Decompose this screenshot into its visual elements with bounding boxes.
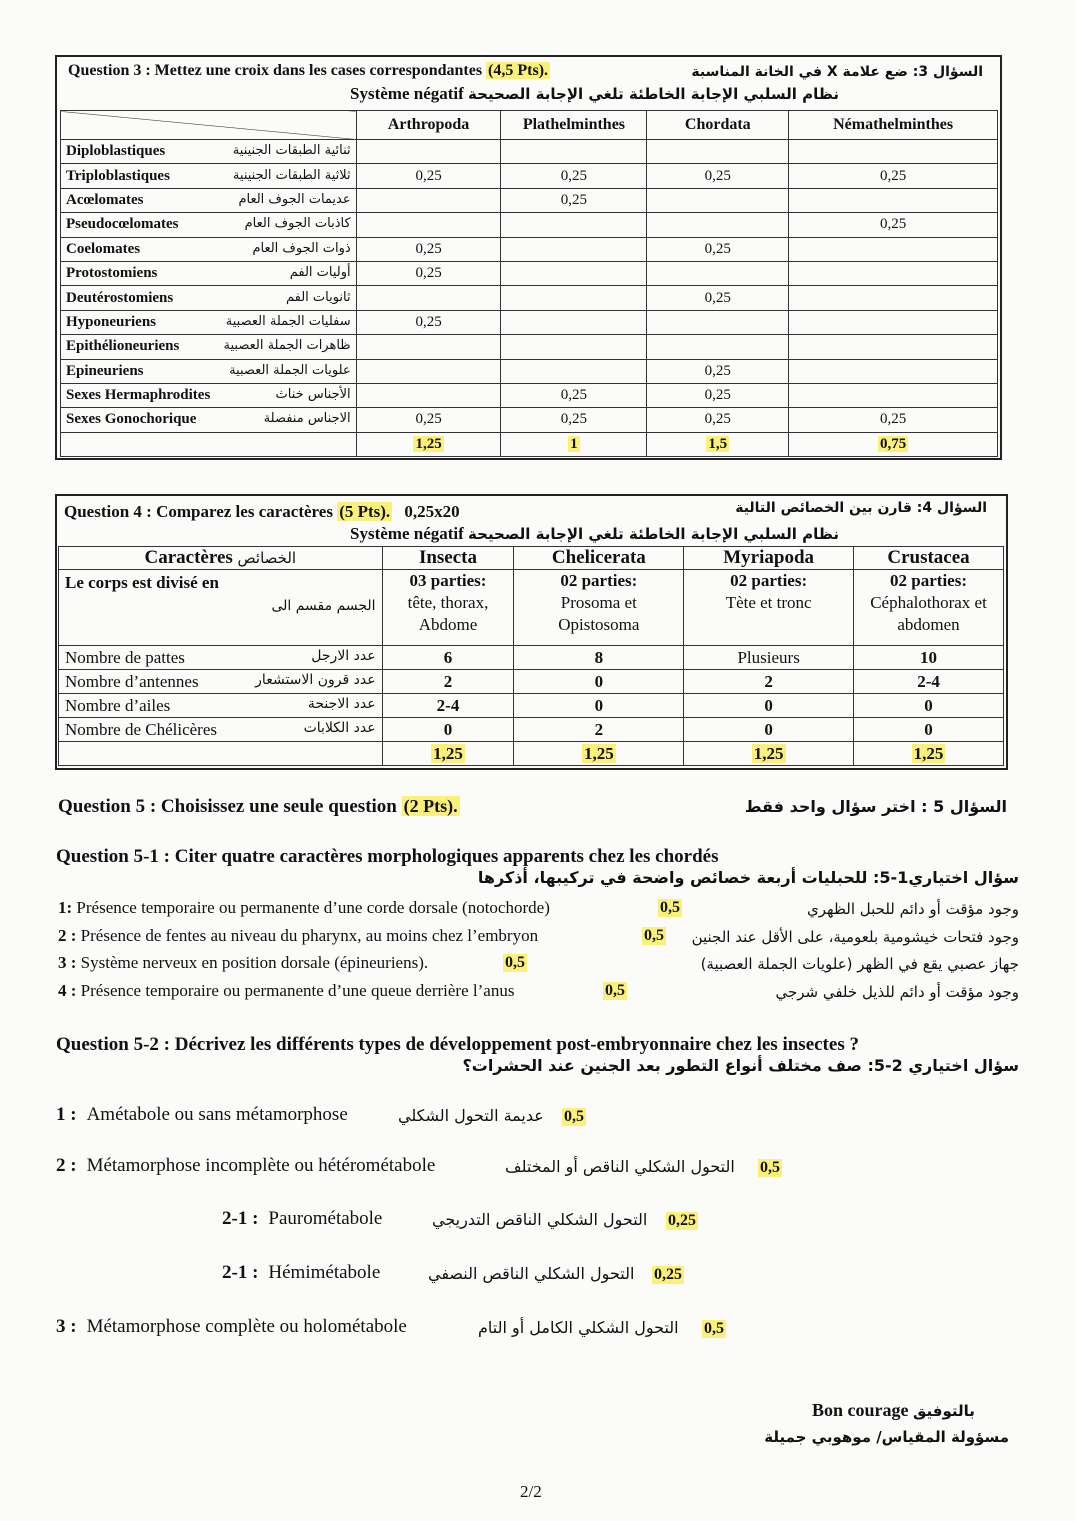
q3-cell bbox=[789, 188, 998, 212]
q51-title-ar: سؤال اختياري1-5: للحبليات أربعة خصائص واضحة في تركيبها، أذكرها bbox=[477, 868, 1019, 887]
q4-row bbox=[59, 646, 1004, 670]
q3-cell: 0,25 bbox=[501, 188, 647, 212]
q52-answer-points: 0,5 bbox=[564, 1108, 584, 1125]
q52-answer-points: 0,5 bbox=[704, 1320, 724, 1337]
q4-totals-label bbox=[59, 742, 383, 766]
q51-answer-number: 2 : bbox=[58, 926, 77, 945]
q3-cell bbox=[789, 140, 998, 164]
q3-row-label bbox=[61, 237, 357, 261]
q52-answer-ar: عديمة التحول الشكلي bbox=[398, 1106, 544, 1125]
q4-cell: 0 bbox=[854, 694, 1004, 718]
q4-title: Question 4 : Comparez les caractères (5 Pts). 0,25x20 bbox=[64, 502, 460, 521]
q3-cell bbox=[501, 140, 647, 164]
q3-row-label-fr: Triploblastiques bbox=[66, 167, 170, 184]
q52-answer bbox=[222, 1208, 382, 1230]
q52-answer-text: Paurométabole bbox=[268, 1208, 383, 1229]
q3-cell: 0,25 bbox=[647, 359, 789, 383]
q4-cell: 2-4 bbox=[854, 670, 1004, 694]
q3-row-label bbox=[61, 140, 357, 164]
q52-answer bbox=[56, 1316, 407, 1338]
q52-answer-number: 2 : bbox=[56, 1155, 77, 1176]
q4-row-label-ar: عدد الارجل bbox=[311, 647, 376, 664]
q3-row bbox=[61, 140, 998, 164]
q51-answer-points: 0,5 bbox=[660, 899, 680, 916]
q3-row-label-ar: ثنائية الطبقات الجنينية bbox=[232, 143, 351, 159]
q4-row-label bbox=[59, 670, 383, 694]
q52-answer-ar: التحول الشكلي الناقص التدريجي bbox=[432, 1210, 648, 1229]
q52-answer-number: 3 : bbox=[56, 1316, 77, 1337]
q3-row-label-ar: ثلاثية الطبقات الجنينية bbox=[232, 167, 351, 183]
q3-cell bbox=[647, 261, 789, 285]
q3-total: 1 bbox=[570, 435, 578, 452]
q3-cell bbox=[356, 213, 501, 237]
q3-row-label-ar: كاذبات الجوف العام bbox=[244, 216, 351, 232]
q3-row-label bbox=[61, 408, 357, 432]
q4-body-cell: 02 parties: Tète et tronc bbox=[684, 570, 854, 646]
q4-total-cell bbox=[854, 742, 1004, 766]
q51-answer-ar: وجود مؤقت أو دائم للذيل خلفي شرجي bbox=[775, 983, 1019, 1001]
q3-row-label bbox=[61, 359, 357, 383]
q4-row-label-fr: Nombre de pattes bbox=[65, 647, 185, 667]
q3-cell: 0,25 bbox=[356, 237, 501, 261]
q4-row-label-ar: عدد قرون الاستشعار bbox=[255, 671, 376, 688]
q52-answer-ar: التحول الشكلي الكامل أو التام bbox=[478, 1318, 679, 1337]
q4-body-label-ar: الجسم مقسم الى bbox=[271, 597, 376, 614]
q52-title-ar: سؤال اختياري 2-5: صف مختلف أنواع التطور بعد الجنين عند الحشرات؟ bbox=[462, 1056, 1019, 1075]
q3-cell bbox=[501, 359, 647, 383]
q3-cell: 0,25 bbox=[789, 164, 998, 188]
q51-answer-ar: جهاز عصبي يقع في الظهر (علويات الجملة العصبية) bbox=[700, 955, 1019, 973]
q3-cell bbox=[501, 237, 647, 261]
q52-answer-text: Métamorphose complète ou holométabole bbox=[86, 1316, 407, 1337]
q3-cell bbox=[501, 335, 647, 359]
q3-row-label-fr: Epithélioneuriens bbox=[66, 338, 180, 355]
q3-row-label bbox=[61, 310, 357, 334]
footer-responsible: مسؤولة المقياس/ موهوبي جميلة bbox=[764, 1428, 1009, 1446]
q4-cell: 0 bbox=[684, 694, 854, 718]
q51-answer-text: Présence temporaire ou permanente d’une queue derrière l’anus bbox=[80, 981, 515, 1000]
q4-row-label-fr: Nombre d’antennes bbox=[65, 671, 199, 691]
q4-cell: 2 bbox=[514, 718, 684, 742]
q3-row-label-fr: Epineuriens bbox=[66, 362, 144, 379]
q5-title-ar: السؤال 5 : اختر سؤال واحد فقط bbox=[744, 797, 1007, 816]
q52-answer-number: 1 : bbox=[56, 1104, 77, 1125]
q51-answer-text: Présence de fentes au niveau du pharynx, au moins chez l’embryon bbox=[80, 926, 539, 945]
q4-cell: 0 bbox=[854, 718, 1004, 742]
q3-cell: 0,25 bbox=[789, 408, 998, 432]
q3-total-cell bbox=[356, 432, 501, 456]
q3-row-label-ar: ثانويات الفم bbox=[285, 289, 351, 305]
q3-cell bbox=[789, 286, 998, 310]
q3-row bbox=[61, 359, 998, 383]
q4-cell: 0 bbox=[514, 694, 684, 718]
q4-row bbox=[59, 718, 1004, 742]
q4-row bbox=[59, 670, 1004, 694]
q4-col-header: Chelicerata bbox=[514, 547, 684, 570]
q4-total: 1,25 bbox=[913, 743, 944, 763]
q3-row-label-fr: Coelomates bbox=[66, 240, 141, 257]
q3-cell bbox=[647, 188, 789, 212]
q52-answer bbox=[222, 1262, 380, 1284]
q3-row-label bbox=[61, 335, 357, 359]
q3-total-cell bbox=[501, 432, 647, 456]
q3-row-label-ar: الأجناس خناث bbox=[275, 387, 351, 403]
q3-row bbox=[61, 310, 998, 334]
q3-total: 1,25 bbox=[415, 435, 442, 452]
q3-cell bbox=[356, 286, 501, 310]
q4-col-header: Myriapoda bbox=[684, 547, 854, 570]
q4-title-ar: السؤال 4: قارن بين الخصائص التالية bbox=[735, 500, 987, 516]
q3-row-label-ar: ذوات الجوف العام bbox=[252, 240, 351, 256]
q4-total: 1,25 bbox=[433, 743, 463, 763]
q4-row-label-ar: عدد الاجنحة bbox=[307, 695, 376, 712]
q3-row-label-ar: عديمات الجوف العام bbox=[238, 191, 351, 207]
q3-cell: 0,25 bbox=[501, 383, 647, 407]
q3-col-header: Chordata bbox=[647, 111, 789, 140]
q4-cell: Plusieurs bbox=[684, 646, 854, 670]
q51-answer-number: 3 : bbox=[58, 953, 77, 972]
q3-row-label bbox=[61, 188, 357, 212]
q3-row-label-fr: Deutérostomiens bbox=[66, 289, 174, 306]
q3-row bbox=[61, 286, 998, 310]
q3-cell bbox=[501, 213, 647, 237]
q4-col-header: Crustacea bbox=[854, 547, 1004, 570]
q4-body-cell: 03 parties: tête, thorax, Abdome bbox=[382, 570, 514, 646]
q3-row-label bbox=[61, 261, 357, 285]
q3-cell bbox=[789, 335, 998, 359]
q52-answer-text: Amétabole ou sans métamorphose bbox=[86, 1104, 348, 1125]
q4-system: Système négatif نظام السلبي الإجابة الخاطئة تلغي الإجابة الصحيحة bbox=[350, 524, 840, 543]
q52-answer-number: 2-1 : bbox=[222, 1208, 259, 1229]
q3-totals-label bbox=[61, 432, 357, 456]
q3-row-label-ar: الاجناس منفصلة bbox=[263, 411, 351, 427]
q51-answer bbox=[58, 926, 538, 946]
q51-answer-text: Présence temporaire ou permanente d’une corde dorsale (notochorde) bbox=[76, 898, 550, 917]
q3-cell bbox=[356, 359, 501, 383]
q51-answer-points: 0,5 bbox=[505, 954, 525, 971]
q3-system: Système négatif نظام السلبي الإجابة الخاطئة تلغي الإجابة الصحيحة bbox=[350, 84, 840, 103]
q4-totals-row bbox=[59, 742, 1004, 766]
q51-answer-points: 0,5 bbox=[605, 982, 625, 999]
q4-cell: 0 bbox=[514, 670, 684, 694]
q3-cell bbox=[789, 310, 998, 334]
q4-cell: 0 bbox=[684, 718, 854, 742]
q3-row bbox=[61, 213, 998, 237]
q3-cell bbox=[647, 310, 789, 334]
q3-row-label-ar: علويات الجملة العصبية bbox=[229, 362, 351, 378]
q52-answer bbox=[56, 1104, 348, 1126]
q3-cell: 0,25 bbox=[647, 237, 789, 261]
q52-answer-points: 0,5 bbox=[760, 1159, 780, 1176]
q4-cell: 2 bbox=[684, 670, 854, 694]
footer-bon-courage: Bon courage بالتوفيق bbox=[812, 1400, 975, 1420]
q3-cell bbox=[789, 237, 998, 261]
q3-total-cell bbox=[647, 432, 789, 456]
q4-table bbox=[58, 546, 1004, 766]
q52-title: Question 5-2 : Décrivez les différents types de développement post-embryonnaire chez les insectes ? bbox=[56, 1034, 859, 1055]
q4-row-label bbox=[59, 718, 383, 742]
q3-row-label bbox=[61, 164, 357, 188]
q3-cell: 0,25 bbox=[356, 164, 501, 188]
q3-row-label-fr: Hyponeuriens bbox=[66, 313, 157, 330]
q3-row bbox=[61, 383, 998, 407]
q3-row-label-fr: Pseudocœlomates bbox=[66, 216, 179, 233]
q3-row bbox=[61, 237, 998, 261]
q4-col-header: Insecta bbox=[382, 547, 514, 570]
q3-totals-row bbox=[61, 432, 998, 456]
q3-row-label-ar: سفليات الجملة العصبية bbox=[225, 313, 351, 329]
q51-answer-ar: وجود مؤقت أو دائم للحبل الظهري bbox=[807, 900, 1019, 918]
q3-table bbox=[60, 110, 998, 457]
q4-cell: 2 bbox=[382, 670, 514, 694]
q3-row-label-fr: Acœlomates bbox=[66, 191, 144, 208]
q4-total-cell bbox=[514, 742, 684, 766]
q3-cell: 0,25 bbox=[356, 310, 501, 334]
q3-row bbox=[61, 335, 998, 359]
q3-col-header: Némathelminthes bbox=[789, 111, 998, 140]
q4-cell: 0 bbox=[382, 718, 514, 742]
q3-row-label-ar: ظاهرات الجملة العصبية bbox=[223, 338, 351, 354]
q4-row-label-fr: Nombre de Chélicères bbox=[65, 719, 217, 739]
q52-answer-text: Hémimétabole bbox=[268, 1262, 381, 1283]
q4-body-cell: 02 parties: Prosoma et Opistosoma bbox=[514, 570, 684, 646]
q52-answer-number: 2-1 : bbox=[222, 1262, 259, 1283]
q3-cell bbox=[356, 188, 501, 212]
q3-row bbox=[61, 408, 998, 432]
q52-answer-ar: التحول الشكلي الناقص النصفي bbox=[428, 1264, 635, 1283]
q51-answer bbox=[58, 953, 428, 973]
q4-row-label bbox=[59, 646, 383, 670]
q4-col-header: Caractères الخصائص bbox=[59, 547, 383, 570]
q51-answer-number: 4 : bbox=[58, 981, 77, 1000]
q3-col-header: Plathelminthes bbox=[501, 111, 647, 140]
q3-row-label-fr: Protostomiens bbox=[66, 265, 158, 282]
q3-cell: 0,25 bbox=[789, 213, 998, 237]
q3-cell bbox=[356, 140, 501, 164]
q3-cell: 0,25 bbox=[356, 261, 501, 285]
q3-title: Question 3 : Mettez une croix dans les cases correspondantes (4,5 Pts). bbox=[68, 62, 549, 79]
q3-cell: 0,25 bbox=[647, 286, 789, 310]
q4-cell: 8 bbox=[514, 646, 684, 670]
q4-body-label-cell bbox=[59, 570, 383, 646]
q3-cell bbox=[789, 261, 998, 285]
q52-answer-ar: التحول الشكلي الناقص أو المختلف bbox=[505, 1157, 735, 1176]
q3-row-label bbox=[61, 213, 357, 237]
q4-body-cell: 02 parties: Céphalothorax et abdomen bbox=[854, 570, 1004, 646]
q3-corner-cell bbox=[61, 111, 357, 140]
q51-answer bbox=[58, 981, 514, 1001]
q3-row-label-ar: أوليات الفم bbox=[289, 265, 351, 281]
q4-total: 1,25 bbox=[583, 743, 614, 763]
q3-cell bbox=[789, 383, 998, 407]
q3-cell bbox=[501, 310, 647, 334]
q3-cell bbox=[356, 335, 501, 359]
q3-cell bbox=[501, 286, 647, 310]
q51-answer-number: 1: bbox=[58, 898, 73, 917]
q3-col-header: Arthropoda bbox=[356, 111, 501, 140]
q52-answer bbox=[56, 1155, 435, 1177]
q4-row-label-ar: عدد الكلابات bbox=[303, 719, 376, 736]
q3-cell: 0,25 bbox=[501, 164, 647, 188]
q51-answer-text: Système nerveux en position dorsale (épineuriens). bbox=[80, 953, 429, 972]
q3-total-cell bbox=[789, 432, 998, 456]
q3-row-label bbox=[61, 383, 357, 407]
q4-row bbox=[59, 694, 1004, 718]
q51-answer bbox=[58, 898, 550, 918]
q51-answer-ar: وجود فتحات خيشومية بلعومية، على الأقل عند الجنين bbox=[691, 928, 1019, 946]
q3-title-ar: السؤال 3: ضع علامة X في الخانة المناسبة bbox=[691, 64, 983, 80]
q3-cell bbox=[647, 335, 789, 359]
q3-cell bbox=[647, 213, 789, 237]
q3-row-label-fr: Sexes Hermaphrodites bbox=[66, 387, 211, 404]
q52-answer-points: 0,25 bbox=[654, 1266, 682, 1283]
q3-row-label-fr: Sexes Gonochorique bbox=[66, 411, 197, 428]
q4-row-label bbox=[59, 694, 383, 718]
q4-total: 1,25 bbox=[753, 743, 784, 763]
q3-cell: 0,25 bbox=[647, 383, 789, 407]
q4-total-cell bbox=[382, 742, 514, 766]
q52-answer-points: 0,25 bbox=[668, 1212, 696, 1229]
q51-title: Question 5-1 : Citer quatre caractères morphologiques apparents chez les chordés bbox=[56, 846, 719, 867]
q51-answer-points: 0,5 bbox=[644, 927, 664, 944]
q3-cell: 0,25 bbox=[647, 164, 789, 188]
page-number: 2/2 bbox=[520, 1482, 542, 1501]
q52-answer-text: Métamorphose incomplète ou hétérométabole bbox=[86, 1155, 436, 1176]
q3-cell bbox=[501, 261, 647, 285]
q3-row bbox=[61, 188, 998, 212]
q3-cell bbox=[647, 140, 789, 164]
q3-row-label-fr: Diploblastiques bbox=[66, 143, 166, 160]
q4-row-label-fr: Nombre d’ailes bbox=[65, 695, 171, 715]
q3-cell: 0,25 bbox=[647, 408, 789, 432]
q3-row-label bbox=[61, 286, 357, 310]
q4-cell: 2-4 bbox=[382, 694, 514, 718]
q4-cell: 6 bbox=[382, 646, 514, 670]
q3-cell: 0,25 bbox=[501, 408, 647, 432]
q3-cell: 0,25 bbox=[356, 408, 501, 432]
q4-body-label: Le corps est divisé en bbox=[65, 573, 219, 592]
q3-row bbox=[61, 261, 998, 285]
q4-total-cell bbox=[684, 742, 854, 766]
q5-title: Question 5 : Choisissez une seule question (2 Pts). bbox=[58, 796, 458, 817]
q4-cell: 10 bbox=[854, 646, 1004, 670]
q3-total: 0,75 bbox=[879, 435, 907, 452]
q3-cell bbox=[789, 359, 998, 383]
q3-cell bbox=[356, 383, 501, 407]
q3-row bbox=[61, 164, 998, 188]
q3-total: 1,5 bbox=[708, 435, 728, 452]
